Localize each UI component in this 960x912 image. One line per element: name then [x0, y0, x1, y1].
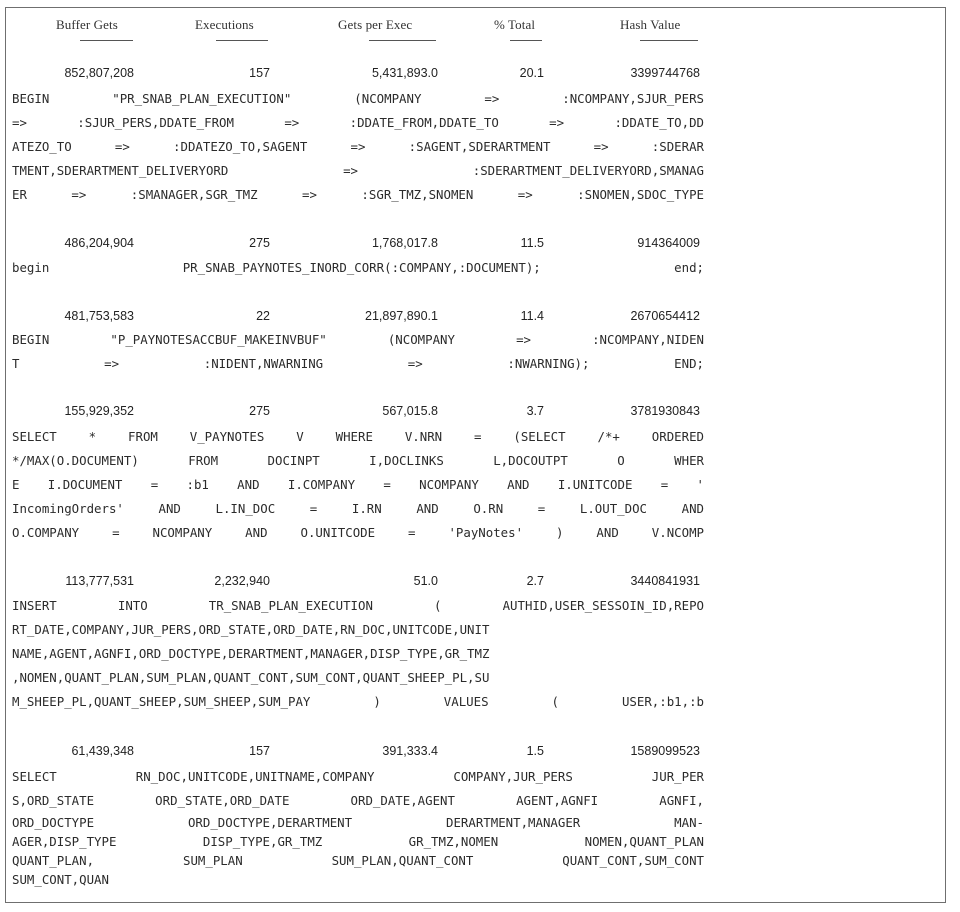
pct-total-value: 1.5 — [526, 744, 544, 758]
hash-value: 3781930843 — [630, 404, 700, 418]
header-underline — [369, 40, 436, 41]
sql-line: ORD_DOCTYPE ORD_DOCTYPE,DERARTMENT DERARTMENT,MANAGER MAN- — [12, 815, 704, 830]
executions-value: 275 — [249, 404, 270, 418]
sql-line: NAME,AGENT,AGNFI,ORD_DOCTYPE,DERARTMENT,MANAGER,DISP_TYPE,GR_TMZ — [12, 646, 490, 661]
col-header-buffer-gets: Buffer Gets — [56, 17, 118, 32]
col-header-executions: Executions — [195, 17, 254, 32]
sql-line: ,NOMEN,QUANT_PLAN,SUM_PLAN,QUANT_CONT,SUM_CONT,QUANT_SHEEP_PL,SU — [12, 670, 490, 685]
header-underline — [510, 40, 542, 41]
sql-text-block — [12, 425, 704, 545]
sql-line: ER => :SMANAGER,SGR_TMZ => :SGR_TMZ,SNOMEN => :SNOMEN,SDOC_TYPE — [12, 187, 704, 202]
sql-text-block — [12, 87, 704, 207]
buffer-gets-value: 481,753,583 — [64, 309, 134, 323]
pct-total-value: 20.1 — [519, 66, 544, 80]
sql-line: ATEZO_TO => :DDATEZO_TO,SAGENT => :SAGENT,SDERARTMENT => :SDERAR — [12, 139, 704, 154]
sql-line: */MAX(O.DOCUMENT) FROM DOCINPT I,DOCLINKS L,DOCOUTPT O WHER — [12, 453, 704, 468]
sql-line: O.COMPANY = NCOMPANY AND O.UNITCODE = 'PayNotes' ) AND V.NCOMP — [12, 525, 704, 540]
sql-line: INSERT INTO TR_SNAB_PLAN_EXECUTION ( AUTHID,USER_SESSOIN_ID,REPO — [12, 598, 704, 613]
buffer-gets-value: 852,807,208 — [64, 66, 134, 80]
pct-total-value: 11.4 — [520, 309, 544, 323]
header-underline — [640, 40, 698, 41]
sql-text-block — [12, 256, 704, 280]
hash-value: 3440841931 — [630, 574, 700, 588]
sql-line: AGER,DISP_TYPE DISP_TYPE,GR_TMZ GR_TMZ,NOMEN NOMEN,QUANT_PLAN — [12, 834, 704, 849]
gets-per-exec-value: 51.0 — [413, 574, 438, 588]
sql-line: M_SHEEP_PL,QUANT_SHEEP,SUM_SHEEP,SUM_PAY ) VALUES ( USER,:b1,:b — [12, 694, 704, 709]
header-underline — [80, 40, 133, 41]
sql-line: E I.DOCUMENT = :b1 AND I.COMPANY = NCOMPANY AND I.UNITCODE = ' — [12, 477, 704, 492]
sql-line: BEGIN "PR_SNAB_PLAN_EXECUTION" (NCOMPANY => :NCOMPANY,SJUR_PERS — [12, 91, 704, 106]
executions-value: 22 — [256, 309, 270, 323]
sql-line: begin PR_SNAB_PAYNOTES_INORD_CORR(:COMPANY,:DOCUMENT); end; — [12, 260, 704, 275]
buffer-gets-value: 113,777,531 — [65, 574, 134, 588]
gets-per-exec-value: 391,333.4 — [382, 744, 438, 758]
executions-value: 157 — [249, 66, 270, 80]
pct-total-value: 3.7 — [526, 404, 544, 418]
sql-line: S,ORD_STATE ORD_STATE,ORD_DATE ORD_DATE,AGENT AGENT,AGNFI AGNFI, — [12, 793, 704, 808]
buffer-gets-value: 486,204,904 — [64, 236, 134, 250]
hash-value: 3399744768 — [630, 66, 700, 80]
sql-line: IncomingOrders' AND L.IN_DOC = I.RN AND O.RN = L.OUT_DOC AND — [12, 501, 704, 516]
gets-per-exec-value: 5,431,893.0 — [371, 66, 438, 80]
sql-line: => :SJUR_PERS,DDATE_FROM => :DDATE_FROM,DDATE_TO => :DDATE_TO,DD — [12, 115, 704, 130]
buffer-gets-value: 155,929,352 — [64, 404, 134, 418]
pct-total-value: 11.5 — [520, 236, 544, 250]
sql-line: T => :NIDENT,NWARNING => :NWARNING); END; — [12, 356, 704, 371]
gets-per-exec-value: 1,768,017.8 — [371, 236, 438, 250]
sql-line: TMENT,SDERARTMENT_DELIVERYORD => :SDERARTMENT_DELIVERYORD,SMANAG — [12, 163, 704, 178]
hash-value: 2670654412 — [630, 309, 700, 323]
col-header-hash-value: Hash Value — [620, 17, 681, 32]
executions-value: 2,232,940 — [214, 574, 270, 588]
sql-line: SUM_CONT,QUAN — [12, 872, 109, 887]
sql-line: SELECT RN_DOC,UNITCODE,UNITNAME,COMPANY COMPANY,JUR_PERS JUR_PER — [12, 769, 704, 784]
col-header-pct-total: % Total — [494, 17, 536, 32]
buffer-gets-value: 61,439,348 — [71, 744, 134, 758]
hash-value: 1589099523 — [630, 744, 700, 758]
executions-value: 157 — [249, 744, 270, 758]
sql-line: QUANT_PLAN, SUM_PLAN SUM_PLAN,QUANT_CONT QUANT_CONT,SUM_CONT — [12, 853, 704, 868]
gets-per-exec-value: 21,897,890.1 — [365, 309, 438, 323]
sql-line: BEGIN "P_PAYNOTESACCBUF_MAKEINVBUF" (NCOMPANY => :NCOMPANY,NIDEN — [12, 332, 704, 347]
sql-text-block — [12, 328, 704, 376]
sql-text-block — [12, 594, 704, 714]
header-underline — [216, 40, 268, 41]
sql-line: RT_DATE,COMPANY,JUR_PERS,ORD_STATE,ORD_DATE,RN_DOC,UNITCODE,UNIT — [12, 622, 490, 637]
pct-total-value: 2.7 — [526, 574, 544, 588]
sql-text-block — [12, 765, 704, 889]
executions-value: 275 — [249, 236, 270, 250]
sql-line: SELECT * FROM V_PAYNOTES V WHERE V.NRN = (SELECT /*+ ORDERED — [12, 429, 704, 444]
hash-value: 914364009 — [637, 236, 700, 250]
col-header-gets-per-exec: Gets per Exec — [338, 17, 413, 32]
gets-per-exec-value: 567,015.8 — [382, 404, 438, 418]
